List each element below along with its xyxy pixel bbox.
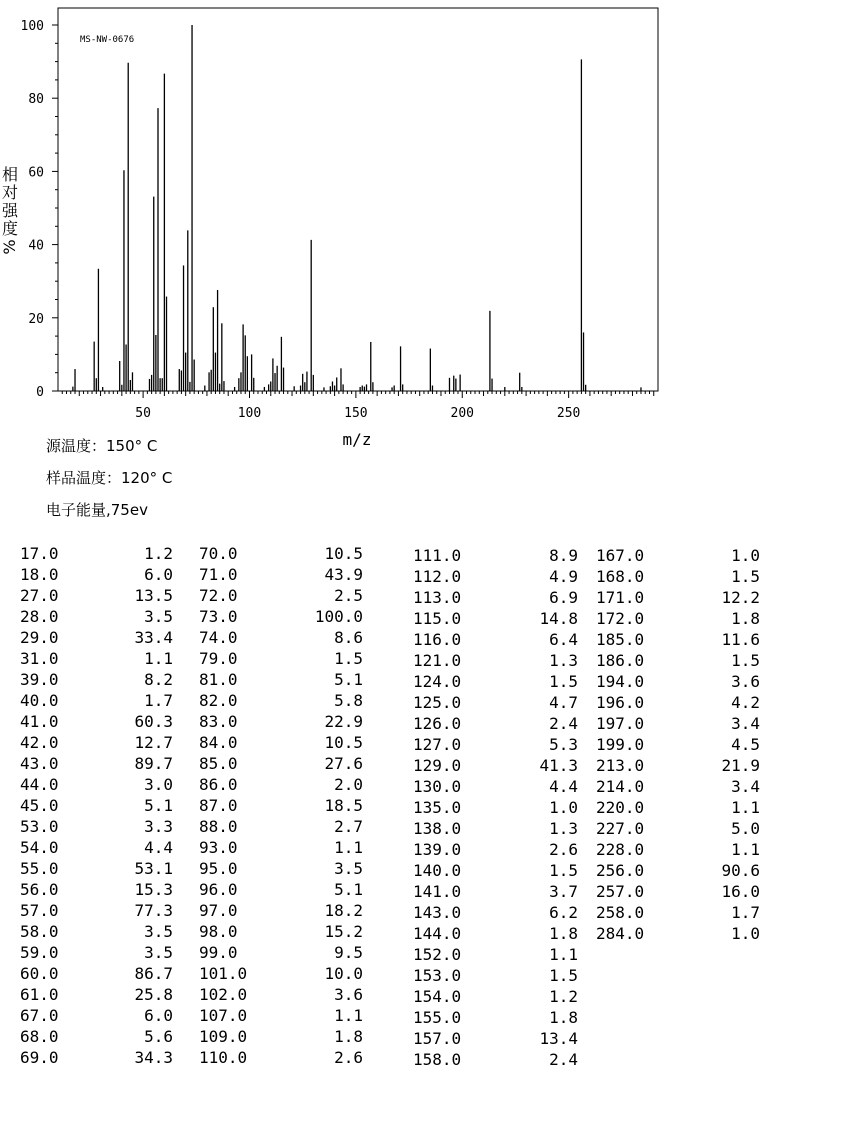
- mz-value: 97.0: [199, 901, 238, 920]
- y-tick-label: 40: [28, 238, 44, 254]
- abundance-value: 5.6: [144, 1027, 173, 1046]
- mz-value: 68.0: [20, 1027, 59, 1046]
- mz-value: 45.0: [20, 796, 59, 815]
- mz-value: 130.0: [413, 777, 462, 796]
- y-axis-label-char: 相: [1, 165, 19, 184]
- abundance-value: 6.2: [549, 903, 578, 922]
- x-axis: [62, 391, 653, 421]
- mz-value: 98.0: [199, 922, 238, 941]
- abundance-value: 6.0: [144, 1006, 173, 1025]
- mz-value: 59.0: [20, 943, 59, 962]
- x-tick-label: 250: [556, 406, 581, 421]
- abundance-value: 27.6: [324, 754, 363, 773]
- abundance-value: 11.6: [721, 630, 760, 649]
- abundance-value: 1.0: [731, 546, 760, 565]
- mz-value: 110.0: [199, 1048, 248, 1067]
- mz-value: 168.0: [596, 567, 645, 586]
- abundance-value: 3.5: [334, 859, 363, 878]
- mz-value: 140.0: [413, 861, 462, 880]
- mz-value: 70.0: [199, 544, 238, 563]
- abundance-value: 77.3: [134, 901, 173, 920]
- x-tick-label: 50: [135, 406, 151, 421]
- abundance-value: 22.9: [324, 712, 363, 731]
- abundance-value: 3.7: [549, 882, 578, 901]
- mz-value: 124.0: [413, 672, 462, 691]
- mz-value: 107.0: [199, 1006, 248, 1025]
- abundance-value: 90.6: [721, 861, 760, 880]
- mz-value: 18.0: [20, 565, 59, 584]
- abundance-value: 41.3: [539, 756, 578, 775]
- abundance-value: 43.9: [324, 565, 363, 584]
- mz-value: 144.0: [413, 924, 462, 943]
- mz-value: 86.0: [199, 775, 238, 794]
- mz-value: 95.0: [199, 859, 238, 878]
- mz-value: 44.0: [20, 775, 59, 794]
- mz-value: 81.0: [199, 670, 238, 689]
- mz-value: 196.0: [596, 693, 645, 712]
- abundance-value: 1.8: [549, 924, 578, 943]
- abundance-value: 1.5: [549, 966, 578, 985]
- abundance-value: 25.8: [134, 985, 173, 1004]
- abundance-value: 3.4: [731, 777, 760, 796]
- y-tick-label: 20: [28, 311, 44, 327]
- abundance-value: 4.5: [731, 735, 760, 754]
- y-axis-label-char: 强: [1, 201, 19, 220]
- mz-value: 138.0: [413, 819, 462, 838]
- abundance-value: 3.3: [144, 817, 173, 836]
- abundance-value: 10.5: [324, 733, 363, 752]
- abundance-value: 1.1: [144, 649, 173, 668]
- mz-value: 284.0: [596, 924, 645, 943]
- y-tick-label: 60: [28, 165, 44, 181]
- abundance-value: 1.5: [731, 651, 760, 670]
- abundance-value: 3.0: [144, 775, 173, 794]
- y-tick-label: 80: [28, 92, 44, 108]
- abundance-value: 5.1: [144, 796, 173, 815]
- mz-value: 39.0: [20, 670, 59, 689]
- mz-value: 85.0: [199, 754, 238, 773]
- abundance-value: 9.5: [334, 943, 363, 962]
- abundance-value: 4.4: [549, 777, 578, 796]
- abundance-value: 1.5: [334, 649, 363, 668]
- mz-value: 115.0: [413, 609, 462, 628]
- mz-value: 42.0: [20, 733, 59, 752]
- abundance-value: 5.1: [334, 670, 363, 689]
- mz-value: 141.0: [413, 882, 462, 901]
- abundance-value: 89.7: [134, 754, 173, 773]
- mz-value: 228.0: [596, 840, 645, 859]
- y-axis-label: [0, 165, 19, 255]
- mz-value: 257.0: [596, 882, 645, 901]
- mz-value: 69.0: [20, 1048, 59, 1067]
- y-axis: [21, 19, 58, 400]
- mz-value: 55.0: [20, 859, 59, 878]
- abundance-value: 1.1: [731, 840, 760, 859]
- abundance-value: 13.4: [539, 1029, 578, 1048]
- abundance-value: 3.5: [144, 922, 173, 941]
- abundance-value: 4.2: [731, 693, 760, 712]
- plot-frame: [58, 8, 658, 391]
- mz-value: 28.0: [20, 607, 59, 626]
- abundance-value: 2.4: [549, 1050, 578, 1069]
- x-tick-label: 100: [237, 406, 262, 421]
- abundance-value: 2.6: [334, 1048, 363, 1067]
- mz-value: 102.0: [199, 985, 248, 1004]
- abundance-value: 1.3: [549, 819, 578, 838]
- mz-value: 197.0: [596, 714, 645, 733]
- mz-value: 126.0: [413, 714, 462, 733]
- abundance-value: 18.2: [324, 901, 363, 920]
- abundance-value: 1.0: [731, 924, 760, 943]
- abundance-value: 3.5: [144, 943, 173, 962]
- sample-temperature: 样品温度：120° C: [46, 469, 173, 487]
- abundance-value: 1.8: [334, 1027, 363, 1046]
- abundance-value: 1.7: [731, 903, 760, 922]
- x-tick-label: 200: [450, 406, 474, 421]
- abundance-value: 1.3: [549, 651, 578, 670]
- mz-value: 155.0: [413, 1008, 462, 1027]
- chart-title: MS-NW-0676: [80, 35, 135, 45]
- mz-value: 61.0: [20, 985, 59, 1004]
- mz-value: 143.0: [413, 903, 462, 922]
- mz-value: 93.0: [199, 838, 238, 857]
- mz-value: 113.0: [413, 588, 462, 607]
- mz-value: 171.0: [596, 588, 645, 607]
- mz-value: 71.0: [199, 565, 238, 584]
- mz-value: 139.0: [413, 840, 462, 859]
- mz-value: 29.0: [20, 628, 59, 647]
- mz-value: 40.0: [20, 691, 59, 710]
- mz-value: 111.0: [413, 546, 462, 565]
- mz-value: 73.0: [199, 607, 238, 626]
- mz-value: 57.0: [20, 901, 59, 920]
- mz-value: 127.0: [413, 735, 462, 754]
- y-tick-label: 100: [20, 19, 44, 34]
- mz-value: 82.0: [199, 691, 238, 710]
- mz-value: 220.0: [596, 798, 645, 817]
- abundance-value: 1.0: [549, 798, 578, 817]
- mz-value: 157.0: [413, 1029, 462, 1048]
- mz-value: 41.0: [20, 712, 59, 731]
- mz-value: 199.0: [596, 735, 645, 754]
- abundance-value: 15.3: [134, 880, 173, 899]
- abundance-value: 3.5: [144, 607, 173, 626]
- abundance-value: 5.3: [549, 735, 578, 754]
- abundance-value: 2.5: [334, 586, 363, 605]
- abundance-value: 100.0: [314, 607, 363, 626]
- abundance-value: 1.2: [144, 544, 173, 563]
- mz-value: 58.0: [20, 922, 59, 941]
- y-axis-label-char: 度: [1, 219, 19, 238]
- mz-value: 258.0: [596, 903, 645, 922]
- abundance-value: 6.9: [549, 588, 578, 607]
- mz-value: 79.0: [199, 649, 238, 668]
- abundance-value: 4.9: [549, 567, 578, 586]
- abundance-value: 5.0: [731, 819, 760, 838]
- mz-value: 83.0: [199, 712, 238, 731]
- abundance-value: 1.1: [334, 1006, 363, 1025]
- mz-value: 194.0: [596, 672, 645, 691]
- abundance-value: 12.7: [134, 733, 173, 752]
- mz-value: 96.0: [199, 880, 238, 899]
- mz-value: 121.0: [413, 651, 462, 670]
- abundance-value: 60.3: [134, 712, 173, 731]
- abundance-value: 4.7: [549, 693, 578, 712]
- abundance-value: 2.4: [549, 714, 578, 733]
- mz-value: 74.0: [199, 628, 238, 647]
- abundance-value: 10.5: [324, 544, 363, 563]
- mz-value: 109.0: [199, 1027, 248, 1046]
- mz-value: 87.0: [199, 796, 238, 815]
- mz-value: 112.0: [413, 567, 462, 586]
- abundance-value: 4.4: [144, 838, 173, 857]
- mz-value: 99.0: [199, 943, 238, 962]
- mz-value: 17.0: [20, 544, 59, 563]
- abundance-value: 3.4: [731, 714, 760, 733]
- abundance-value: 1.5: [549, 672, 578, 691]
- abundance-value: 8.9: [549, 546, 578, 565]
- mz-value: 153.0: [413, 966, 462, 985]
- y-axis-label-char: 对: [1, 183, 19, 202]
- x-axis-label: m/z: [342, 430, 372, 449]
- mz-value: 53.0: [20, 817, 59, 836]
- abundance-value: 1.5: [549, 861, 578, 880]
- mz-value: 185.0: [596, 630, 645, 649]
- abundance-value: 15.2: [324, 922, 363, 941]
- abundance-value: 3.6: [731, 672, 760, 691]
- abundance-value: 13.5: [134, 586, 173, 605]
- abundance-value: 12.2: [721, 588, 760, 607]
- mz-value: 72.0: [199, 586, 238, 605]
- mz-value: 43.0: [20, 754, 59, 773]
- mz-value: 27.0: [20, 586, 59, 605]
- abundance-value: 2.6: [549, 840, 578, 859]
- abundance-value: 2.0: [334, 775, 363, 794]
- mz-value: 158.0: [413, 1050, 462, 1069]
- mz-value: 129.0: [413, 756, 462, 775]
- y-axis-label-char: %: [0, 239, 19, 255]
- mz-value: 60.0: [20, 964, 59, 983]
- abundance-value: 6.0: [144, 565, 173, 584]
- abundance-value: 1.8: [549, 1008, 578, 1027]
- mz-value: 116.0: [413, 630, 462, 649]
- mz-value: 54.0: [20, 838, 59, 857]
- abundance-value: 1.1: [731, 798, 760, 817]
- abundance-value: 8.6: [334, 628, 363, 647]
- mz-value: 152.0: [413, 945, 462, 964]
- mz-value: 214.0: [596, 777, 645, 796]
- mz-value: 67.0: [20, 1006, 59, 1025]
- abundance-value: 86.7: [134, 964, 173, 983]
- mz-value: 256.0: [596, 861, 645, 880]
- mz-value: 56.0: [20, 880, 59, 899]
- mz-value: 84.0: [199, 733, 238, 752]
- abundance-value: 5.1: [334, 880, 363, 899]
- mz-value: 88.0: [199, 817, 238, 836]
- mz-value: 213.0: [596, 756, 645, 775]
- mz-value: 186.0: [596, 651, 645, 670]
- mass-spectrum-chart: [0, 0, 850, 460]
- abundance-value: 16.0: [721, 882, 760, 901]
- mz-value: 135.0: [413, 798, 462, 817]
- abundance-value: 1.5: [731, 567, 760, 586]
- mz-value: 167.0: [596, 546, 645, 565]
- mz-value: 125.0: [413, 693, 462, 712]
- mz-value: 101.0: [199, 964, 248, 983]
- mz-value: 154.0: [413, 987, 462, 1006]
- abundance-value: 34.3: [134, 1048, 173, 1067]
- abundance-value: 14.8: [539, 609, 578, 628]
- y-tick-label: 0: [36, 385, 44, 400]
- x-tick-label: 150: [344, 406, 368, 421]
- mz-value: 227.0: [596, 819, 645, 838]
- abundance-value: 21.9: [721, 756, 760, 775]
- abundance-value: 1.1: [549, 945, 578, 964]
- electron-energy: 电子能量,75ev: [46, 501, 148, 519]
- abundance-value: 33.4: [134, 628, 173, 647]
- abundance-value: 1.2: [549, 987, 578, 1006]
- abundance-value: 6.4: [549, 630, 578, 649]
- mz-value: 31.0: [20, 649, 59, 668]
- abundance-value: 8.2: [144, 670, 173, 689]
- abundance-value: 10.0: [324, 964, 363, 983]
- source-temperature: 源温度：150° C: [46, 437, 158, 455]
- abundance-value: 5.8: [334, 691, 363, 710]
- spectrum-peaks: [73, 25, 641, 391]
- abundance-value: 18.5: [324, 796, 363, 815]
- abundance-value: 2.7: [334, 817, 363, 836]
- abundance-value: 3.6: [334, 985, 363, 1004]
- abundance-value: 53.1: [134, 859, 173, 878]
- abundance-value: 1.7: [144, 691, 173, 710]
- mz-value: 172.0: [596, 609, 645, 628]
- abundance-value: 1.1: [334, 838, 363, 857]
- abundance-value: 1.8: [731, 609, 760, 628]
